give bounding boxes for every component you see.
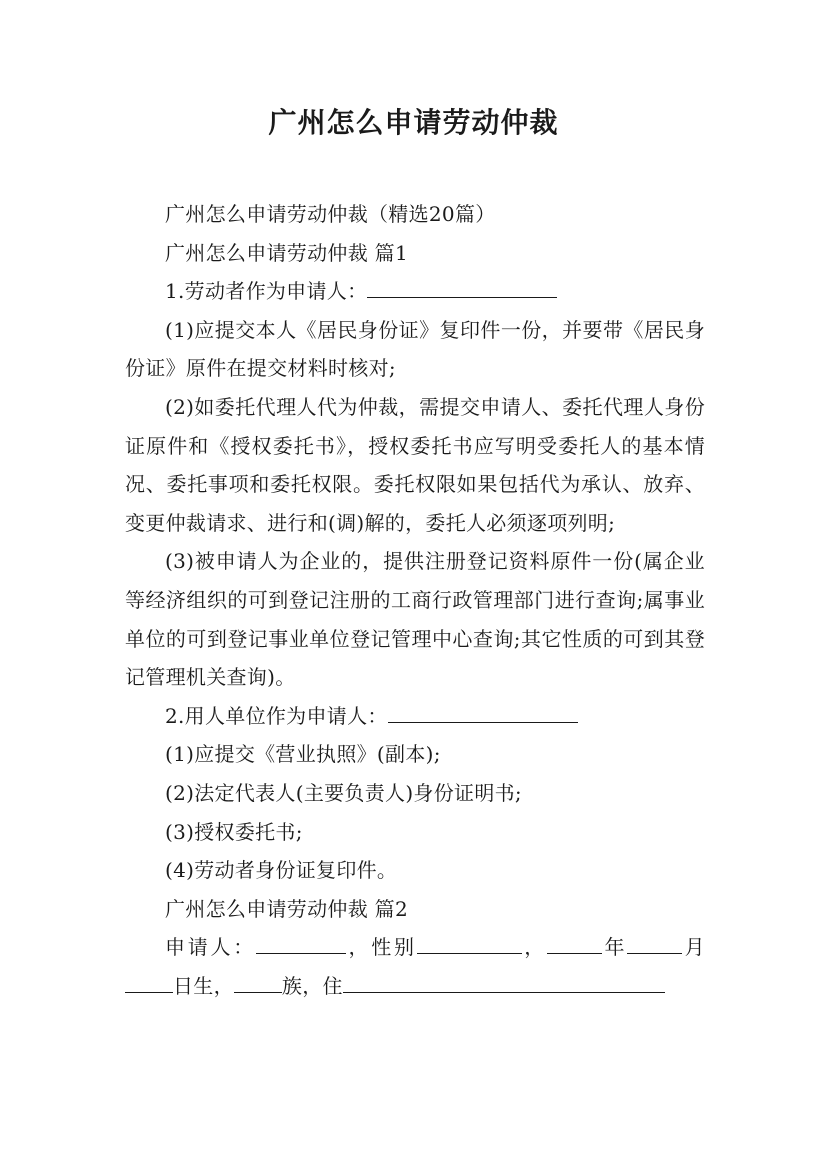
section-1-label: 1.劳动者作为申请人： <box>165 279 368 304</box>
section-1-item-1: (1)应提交本人《居民身份证》复印件一份，并要带《居民身份证》原件在提交材料时核对; <box>125 317 705 381</box>
section-1-item-2: (2)如委托代理人代为仲裁，需提交申请人、委托代理人身份证原件和《授权委托书》，授权委托书应写明受委托人的基本情况、委托事项和委托权限。委托权限如果包括代为承认、放弃、变更仲裁请求、进行和(调)解的，委托人必须逐项列明; <box>125 394 705 535</box>
born-label: 日生， <box>173 973 234 998</box>
section-2-item-1: (1)应提交《营业执照》(副本); <box>165 742 441 767</box>
ethnic-blank <box>234 971 282 993</box>
section-1-item-3: (3)被申请人为企业的，提供注册登记资料原件一份(属企业等经济组织的可到登记注册的工商行政管理部门进行查询;属事业单位的可到登记事业单位登记管理中心查询;其它性质的可到其登记管理机关查询)。 <box>125 549 705 690</box>
applicant-form-line <box>125 928 705 1005</box>
comma-separator: ， <box>521 935 547 960</box>
article-1-heading: 广州怎么申请劳动仲裁 篇1 <box>165 240 408 265</box>
section-2-item-2: (2)法定代表人(主要负责人)身份证明书; <box>165 780 522 805</box>
month-blank <box>627 932 682 954</box>
section-1-heading <box>125 272 705 311</box>
section-2-label: 2.用人单位作为申请人： <box>165 703 388 728</box>
gender-label: ，性别 <box>346 935 417 960</box>
section-2-item-3: (3)授权委托书; <box>165 819 303 844</box>
intro-line: 广州怎么申请劳动仲裁（精选20篇） <box>165 202 496 226</box>
section-2-heading <box>125 697 705 736</box>
year-label: 年 <box>602 935 628 960</box>
article-2-heading: 广州怎么申请劳动仲裁 篇2 <box>165 896 408 921</box>
applicant-label: 申请人： <box>165 935 257 960</box>
section-2-item-4: (4)劳动者身份证复印件。 <box>165 858 398 883</box>
gender-blank <box>417 932 522 954</box>
month-label: 月 <box>682 935 705 960</box>
document-title: 广州怎么申请劳动仲裁 <box>268 106 559 139</box>
fill-blank <box>367 276 557 298</box>
name-blank <box>256 932 346 954</box>
fill-blank <box>388 701 578 723</box>
year-blank <box>547 932 602 954</box>
ethnic-label: 族，住 <box>281 973 343 998</box>
day-blank <box>125 971 173 993</box>
address-blank <box>343 971 665 993</box>
document-body <box>125 195 705 1005</box>
